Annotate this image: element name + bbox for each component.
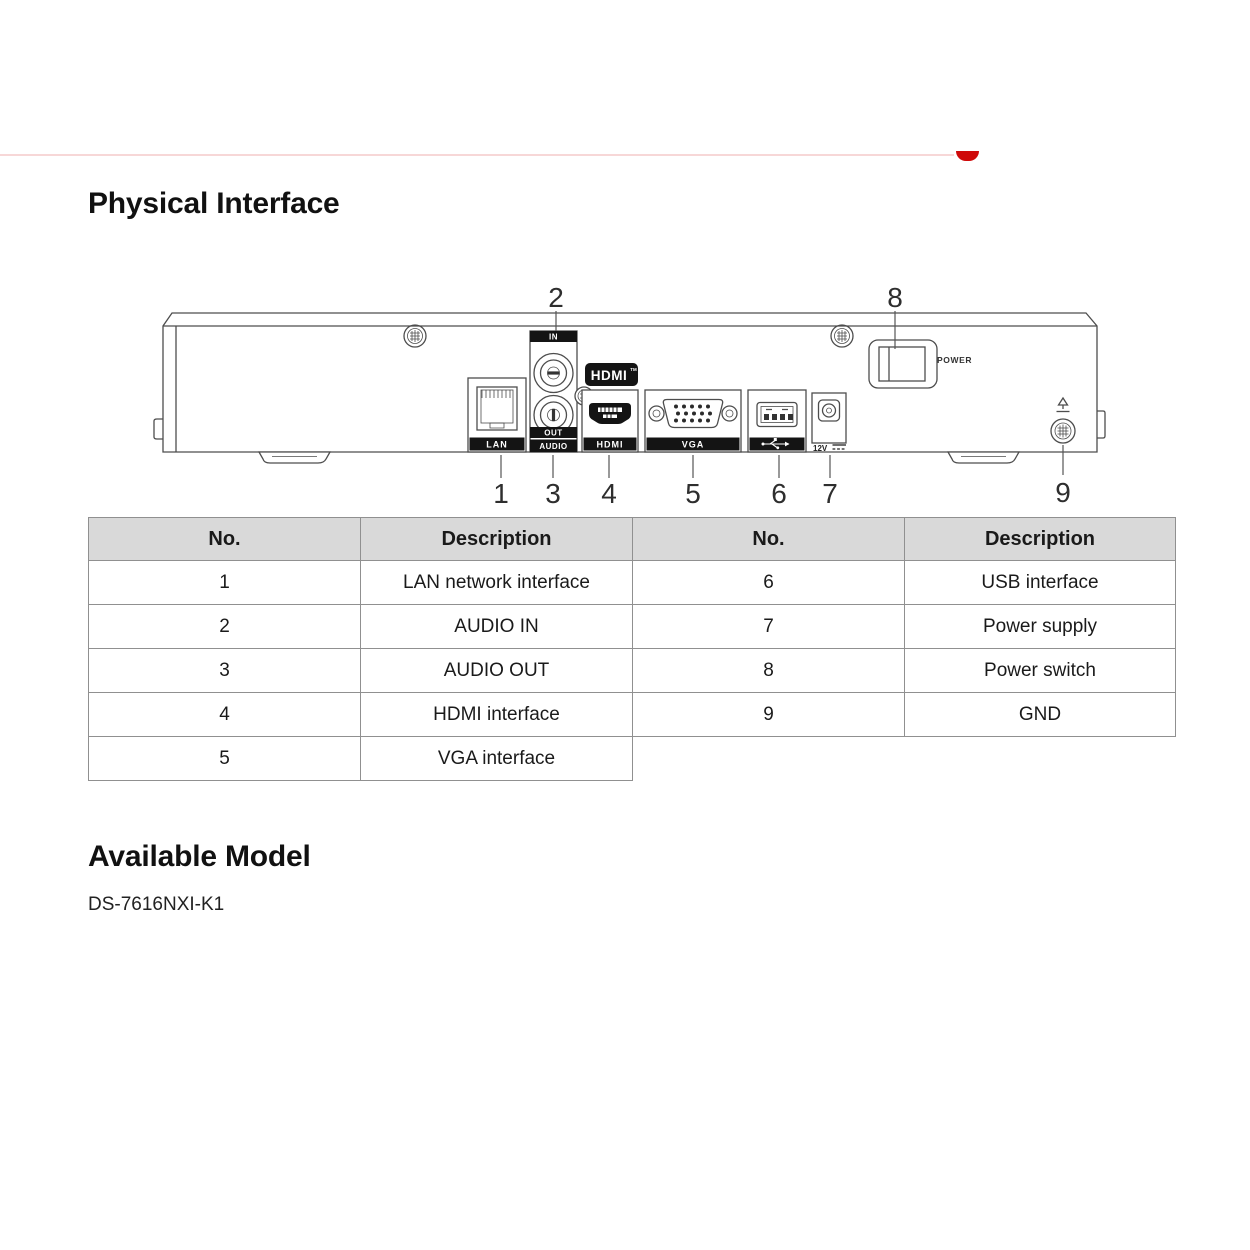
table-header-no-right: No. <box>633 518 905 561</box>
lan-port <box>468 378 526 452</box>
section-title-available-model: Available Model <box>88 840 311 873</box>
table-row <box>89 561 1176 605</box>
table-header-row <box>89 518 1176 561</box>
callout-9: 9 <box>1055 477 1071 508</box>
lan-label: LAN <box>486 439 508 450</box>
table-cell: AUDIO IN <box>361 605 633 649</box>
table-cell: 5 <box>89 737 361 781</box>
hdmi-port-label: HDMI <box>596 439 624 450</box>
audio-out-label: OUT <box>544 428 563 438</box>
panel-screw-icon <box>404 325 426 347</box>
audio-label: AUDIO <box>539 442 568 451</box>
table-cell: 4 <box>89 693 361 737</box>
table-cell: VGA interface <box>361 737 633 781</box>
callout-2: 2 <box>548 282 564 313</box>
table-cell: AUDIO OUT <box>361 649 633 693</box>
audio-in-label: IN <box>549 332 558 342</box>
table-header-description-left: Description <box>361 518 633 561</box>
hdmi-logo-badge <box>585 363 638 386</box>
hdmi-port <box>582 390 638 452</box>
usb-port <box>748 390 806 452</box>
table-cell: GND <box>905 693 1176 737</box>
callout-8: 8 <box>887 282 903 313</box>
table-cell: LAN network interface <box>361 561 633 605</box>
hdmi-tm-text: TM <box>630 367 637 372</box>
model-number: DS-7616NXI-K1 <box>88 894 225 915</box>
vga-port <box>645 390 741 452</box>
table-cell: 1 <box>89 561 361 605</box>
panel-screw-icon <box>831 325 853 347</box>
callout-3: 3 <box>545 478 561 509</box>
table-cell: 2 <box>89 605 361 649</box>
rear-panel-diagram <box>0 250 1250 520</box>
callout-1: 1 <box>493 478 509 509</box>
ground-screw <box>1051 419 1075 443</box>
table-cell: Power switch <box>905 649 1176 693</box>
hdmi-logo-text: HDMI <box>590 368 628 383</box>
table-header-description-right: Description <box>905 518 1176 561</box>
callout-6: 6 <box>771 478 787 509</box>
header-divider <box>0 154 954 156</box>
interface-table <box>88 517 1176 781</box>
dc-12v-label: 12V <box>813 444 828 453</box>
table-cell: 9 <box>633 693 905 737</box>
table-cell: Power supply <box>905 605 1176 649</box>
power-switch <box>869 340 937 388</box>
table-row <box>89 737 1176 781</box>
logo-fragment <box>956 151 979 161</box>
table-cell: 7 <box>633 605 905 649</box>
callout-5: 5 <box>685 478 701 509</box>
table-cell: 8 <box>633 649 905 693</box>
power-label: POWER <box>937 355 973 365</box>
table-row <box>89 605 1176 649</box>
table-cell: HDMI interface <box>361 693 633 737</box>
callout-4: 4 <box>601 478 617 509</box>
table-cell: 6 <box>633 561 905 605</box>
table-row <box>89 649 1176 693</box>
table-cell: USB interface <box>905 561 1176 605</box>
audio-ports <box>530 331 577 452</box>
section-title-physical-interface: Physical Interface <box>88 187 340 220</box>
callout-7: 7 <box>822 478 838 509</box>
table-row <box>89 693 1176 737</box>
table-cell: 3 <box>89 649 361 693</box>
table-header-no-left: No. <box>89 518 361 561</box>
vga-label: VGA <box>681 439 705 450</box>
